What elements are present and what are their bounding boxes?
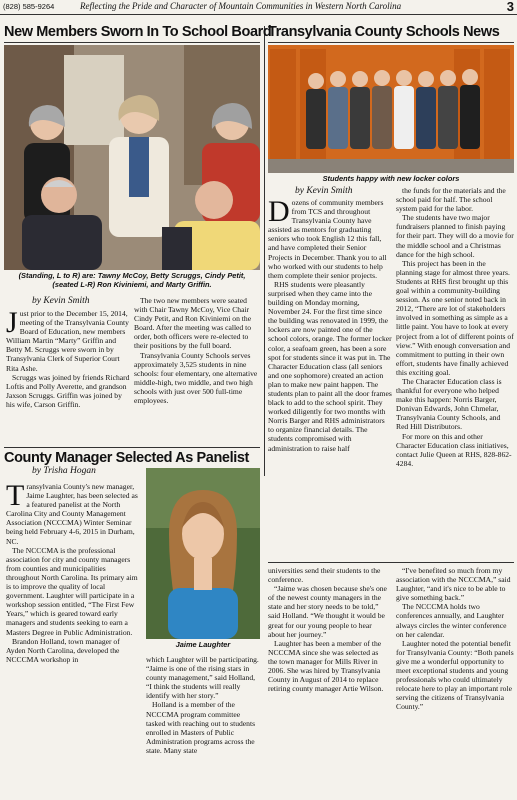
manager-paragraph: The NCCCMA is the professional association for city and county managers from counties and municipalities throughout North Carolina. Its primary aim is to improve the quality of local government. Laughter will participate in a workshop session entitled, “The First Few Years,” which is geared toward early managers and students seeking to earn a Masters Degree in Public Administration.: [6, 545, 138, 637]
board-column-2: [134, 296, 260, 444]
manager-photo-caption: Jaime Laughter: [175, 640, 231, 649]
schools-paragraph: RHS students were pleasantly surprised when they came into the building on Monday morning, November 24. For the first time since the building was renovated in 1999, the lockers are now painted one of the school colors, orange. The former locker color, a seafoam green, has been a sore spot for students since it was put in. The Character Education class (all seniors and one sophomore) created an action plan to make new paint happen. The students plan to paint all the door frames black to add to the school spirit. They worked diligently for two months with Norris Barger and RHS administrators to organize financial details. The students compromised with administration to raise half: [268, 279, 392, 453]
manager-paragraph: Brandon Holland, town manager of Ayden North Carolina, developed the NCCCMA workshop in: [6, 636, 120, 664]
schools-paragraph: This project has been in the planning stage for almost three years. Students at RHS first brought up this goal within a community-building session. As one senior noted back in 2012, “There are lot of stakeholders involved in something as simple as a little paint. You have to look at every project from a lot of different points of view.” With enough conversation and commitment to putting in their own effort, students have finally achieved this exciting goal.: [396, 258, 514, 377]
manager-paragraph: which Laughter will be participating. “Jaime is one of the rising stars in county management,” said Holland, “I think the students will really identify with her story.”: [146, 655, 259, 701]
manager-column-1: [6, 482, 140, 798]
manager-paragraph: universities send their students to the conference.: [268, 566, 381, 585]
board-paragraph: Transylvania County Schools serves approximately 3,525 students in nine schools: four elementary, one alternative middle-high, two middle, and two high schools with just over 500 full-time employees.: [134, 350, 258, 406]
page-number: 3: [506, 0, 514, 14]
header-phone: (828) 585-9264: [3, 2, 55, 11]
page-header: [0, 0, 517, 15]
manager-paragraph: The NCCCMA holds two conferences annually, and Laughter always circles the winter conference on her calendar.: [396, 602, 507, 639]
manager-paragraph: “I've benefited so much from my association with the NCCCMA,” said Laughter, “and it's nice to be able to give something back.”: [396, 566, 511, 603]
schools-paragraph: The Character Education class is thankful for everyone who helped make this happen: Norris Barger, Donivan Edwards, John Chmelar, Transylvania County Schools, and Red Hill Distributors.: [396, 376, 502, 432]
schools-column-2: [396, 186, 514, 554]
schools-byline: by Kevin Smith: [295, 186, 353, 196]
schools-headline: Transylvania County Schools News: [268, 24, 500, 40]
manager-paragraph: Laughter noted the potential benefit for Transylvania County: “Both panels give me a wonderful opportunity to meet exceptional students and young professionals who could ultimately relocate here to play an important role serving the citizens of Transylvania County.”: [396, 638, 514, 712]
schools-paragraph: The students have two major fundraisers planned to finish paying for their part. They will do a movie for the middle school and a Christmas dance for the high school.: [396, 213, 514, 259]
manager-paragraph: Holland is a member of the NCCCMA program committee tasked with reaching out to students enrolled in Masters of Public Administration programs across the state. Many state: [146, 700, 256, 755]
section-rule: [268, 562, 514, 563]
manager-column-2: [146, 655, 260, 798]
manager-paragraph: “Jaime was chosen because she's one of the newest county managers in the state and her story needs to be told,” said Holland. “We thought it would be great for our young people to hear about her journey.”: [268, 584, 387, 639]
board-paragraph: The two new members were seated with Chair Tawny McCoy, Vice Chair Cindy Petit, and Ron Kiviniemi on the Board. After the meeting was called to order, both officers were re-elected to their positions by the full board.: [134, 296, 252, 351]
board-headline-rule: [4, 42, 260, 43]
board-paragraph: ust prior to the December 15, 2014, meeting of the Transylvania County Board of Education, new members William Martin “Marty” Griffin and Betty M. Scruggs were sworn in by Transylvania Clerk of Superior Court Rita Ashe.: [6, 309, 129, 373]
manager-column-3: [268, 566, 388, 798]
board-dropcap: J: [6, 309, 18, 339]
schools-photo-caption: Students happy with new locker colors: [322, 174, 460, 183]
board-paragraph: Scruggs was joined by friends Richard Loftis and Polly Averette, and grandson Jaxson Scruggs. Griffin was joined by his wife, Carson Griffin.: [6, 372, 130, 409]
manager-paragraph: Laughter has been a member of the NCCCMA since she was selected as the town manager for Mills River in 2006. She was hired by Transylvania County in August of 2014 to replace retiring county manager Artie Wilson.: [268, 638, 384, 694]
schools-dropcap: D: [268, 198, 290, 228]
board-photo: [4, 45, 260, 270]
schools-headline-rule: [268, 42, 514, 43]
schools-paragraph: the funds for the materials and the school paid for half. The school system paid for the labor.: [396, 186, 506, 214]
manager-headline: County Manager Selected As Panelist: [4, 450, 249, 466]
schools-photo: [268, 45, 514, 173]
header-tagline: Reflecting the Pride and Character of Mountain Communities in Western North Carolina: [80, 1, 402, 11]
section-rule: [4, 447, 260, 448]
schools-paragraph: ozens of community members from TCS and throughout Transylvania County have assisted as mentors for graduating seniors who took English 12 this fall, and have completed their Senior Projects in December. Thank you to all who worked with our students to help them complete their senior projects.: [268, 198, 387, 280]
manager-dropcap: T: [6, 482, 25, 512]
board-photo-caption: (Standing, L to R) are: Tawny McCoy, Betty Scruggs, Cindy Petit, (seated L-R) Ron Kiviniemi, and Marty Griffin.: [18, 271, 246, 289]
schools-column-1: [268, 198, 392, 554]
manager-photo: [146, 468, 260, 639]
board-headline: New Members Sworn In To School Board: [4, 24, 272, 40]
board-column-1: [6, 309, 130, 444]
board-byline: by Kevin Smith: [32, 296, 90, 306]
manager-column-4: [396, 566, 514, 798]
schools-paragraph: For more on this and other Character Education class initiatives, contact Julie Queen at RHS, 828-862-4284.: [396, 431, 512, 468]
column-divider: [264, 26, 265, 476]
manager-paragraph: ransylvania County's new manager, Jaime Laughter, has been selected as a featured panelist at the North Carolina City and County Management Association (NCCCMA) Winter Seminar being held February 4-6, 2015 in Durham, NC.: [6, 482, 138, 546]
manager-byline: by Trisha Hogan: [32, 466, 96, 476]
